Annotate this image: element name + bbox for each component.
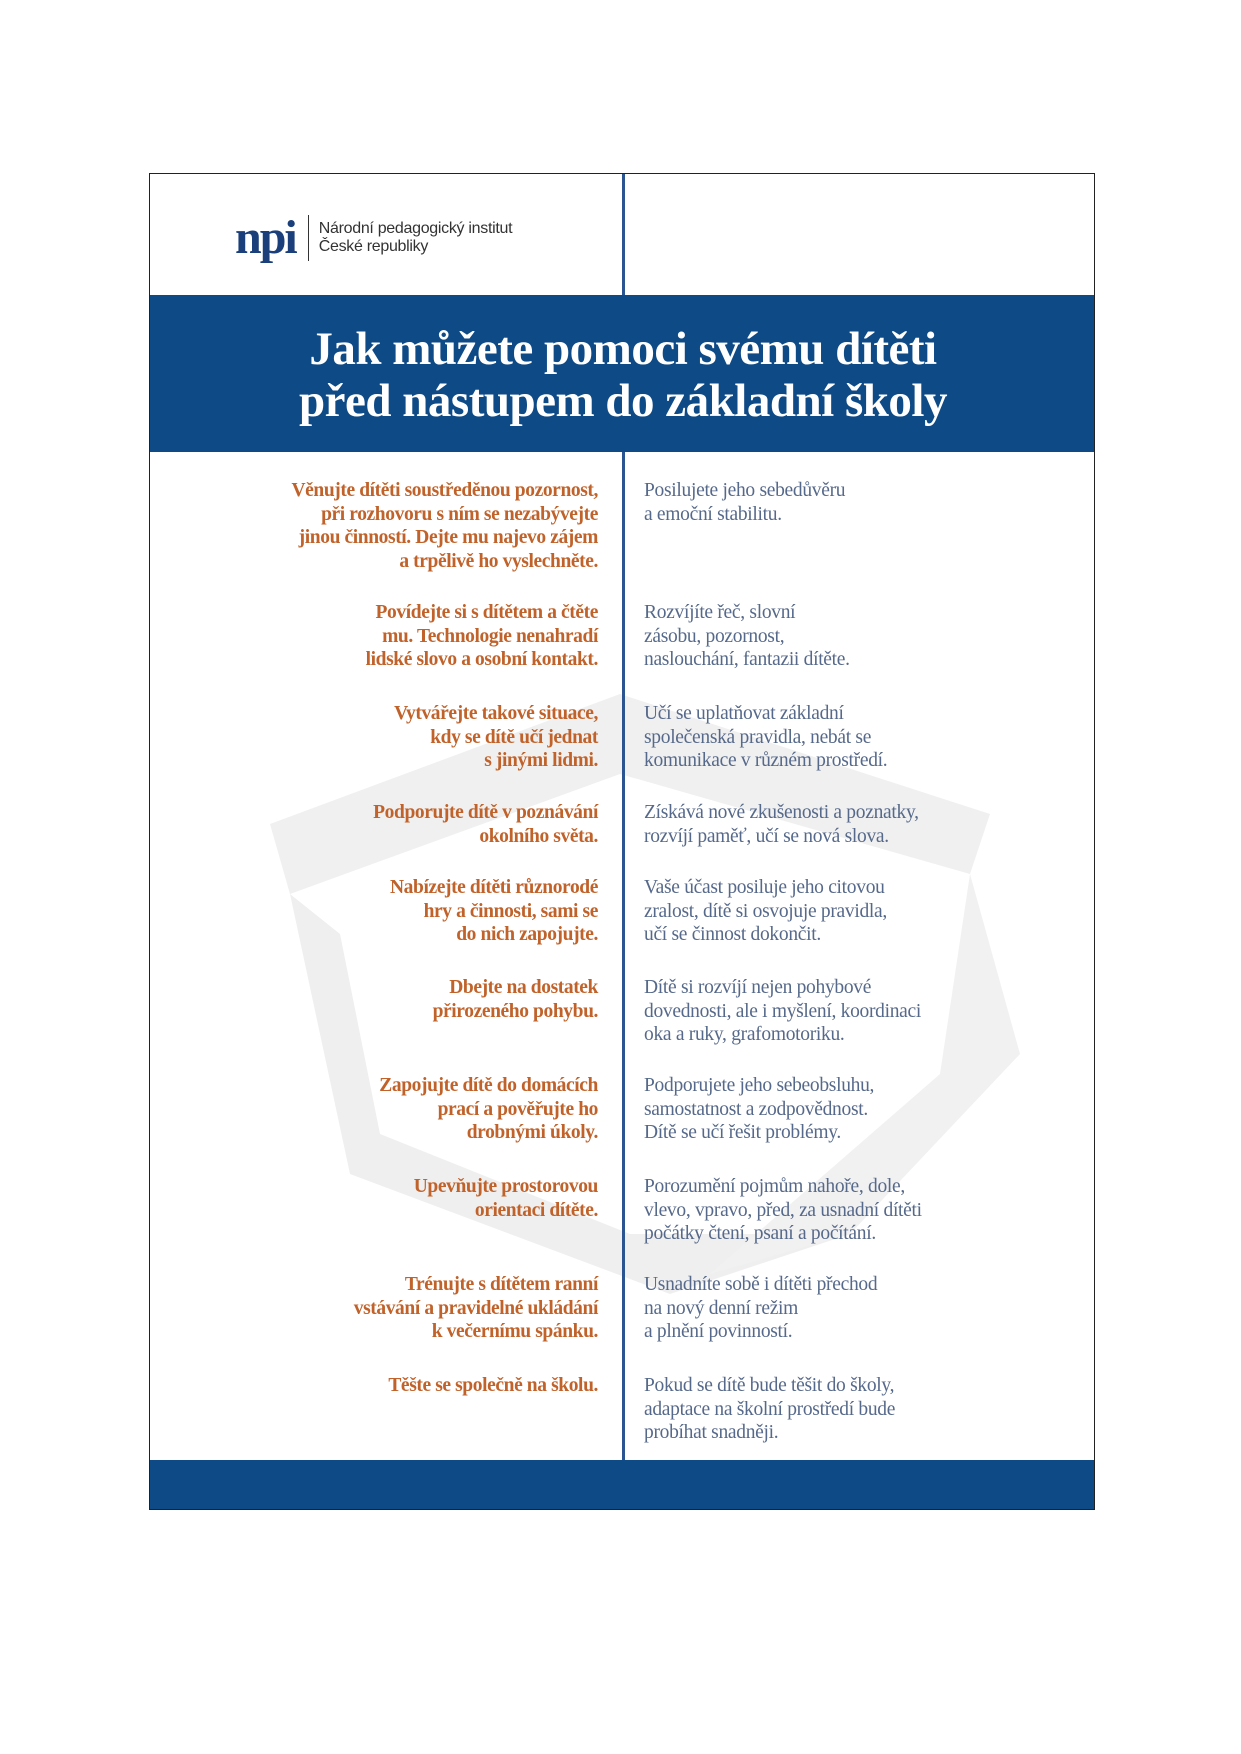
footer-band: [150, 1460, 1095, 1510]
advice-line: přirozeného pohybu.: [432, 1000, 598, 1022]
benefit-line: samostatnost a zodpovědnost.: [644, 1098, 868, 1120]
advice-line: do nich zapojujte.: [456, 924, 598, 945]
advice-line: Nabízejte dítěti různorodé: [389, 877, 598, 898]
advice-line: jinou činností. Dejte mu najevo zájem: [298, 527, 598, 548]
benefit-line: Posilujete jeho sebedůvěru: [644, 480, 846, 501]
benefit-line: Dítě se učí řešit problémy.: [644, 1122, 841, 1143]
npi-logo: [235, 211, 513, 264]
advice-text: [198, 702, 598, 773]
benefit-text: [644, 479, 1064, 526]
benefit-line: zralost, dítě si osvojuje pravidla,: [644, 900, 887, 922]
benefit-line: Získává nové zkušenosti a poznatky,: [644, 802, 919, 823]
benefit-text: [644, 1074, 1064, 1145]
advice-text: [198, 601, 598, 672]
benefit-line: Vaše účast posiluje jeho citovou: [644, 877, 885, 898]
benefit-text: [644, 876, 1064, 947]
benefit-line: zásobu, pozornost,: [644, 625, 785, 647]
benefit-line: Porozumění pojmům nahoře, dole,: [644, 1176, 905, 1197]
organization-name: [319, 220, 513, 256]
benefit-line: Dítě si rozvíjí nejen pohybové: [644, 977, 872, 998]
benefit-line: na nový denní režim: [644, 1297, 799, 1319]
benefit-line: rozvíjí paměť, učí se nová slova.: [644, 825, 889, 847]
advice-line: při rozhovoru s ním se nezabývejte: [321, 503, 598, 525]
advice-line: s jinými lidmi.: [484, 750, 598, 771]
advice-text: [198, 801, 598, 848]
organization-name-line2: České republiky: [318, 238, 429, 255]
benefit-line: a plnění povinností.: [644, 1321, 793, 1342]
advice-line: lidské slovo a osobní kontakt.: [365, 649, 598, 670]
advice-line: drobnými úkoly.: [466, 1122, 598, 1143]
benefit-line: Učí se uplatňovat základní: [644, 703, 844, 724]
leaflet-page: [149, 173, 1095, 1510]
advice-line: hry a činnosti, sami se: [423, 900, 598, 922]
advice-line: okolního světa.: [479, 825, 598, 847]
advice-line: kdy se dítě učí jednat: [430, 726, 598, 748]
npi-logo-mark: npi: [235, 211, 296, 264]
advice-line: Zapojujte dítě do domácích: [379, 1075, 598, 1096]
benefit-line: Rozvíjíte řeč, slovní: [644, 602, 796, 623]
advice-line: vstávání a pravidelné ukládání: [353, 1297, 598, 1319]
benefit-text: [644, 976, 1064, 1047]
advice-line: Povídejte si s dítětem a čtěte: [375, 602, 598, 623]
advice-text: [198, 1273, 598, 1344]
advice-line: prací a pověřujte ho: [437, 1098, 598, 1120]
advice-line: orientaci dítěte.: [474, 1199, 598, 1221]
page-title-line2: před nástupem do základní školy: [299, 375, 947, 427]
advice-text: [198, 1175, 598, 1222]
benefit-line: učí se činnost dokončit.: [644, 924, 821, 945]
advice-line: Těšte se společně na školu.: [388, 1375, 598, 1396]
benefit-line: Podporujete jeho sebeobsluhu,: [644, 1075, 875, 1096]
benefit-line: vlevo, vpravo, před, za usnadní dítěti: [644, 1199, 922, 1221]
benefit-text: [644, 801, 1064, 848]
benefit-line: Pokud se dítě bude těšit do školy,: [644, 1375, 895, 1396]
advice-line: k večernímu spánku.: [431, 1321, 598, 1342]
benefit-line: probíhat snadněji.: [644, 1422, 779, 1443]
page-title-line1: Jak můžete pomoci svému dítěti: [309, 323, 937, 375]
benefit-text: [644, 1175, 1064, 1246]
benefit-text: [644, 1374, 1064, 1445]
benefit-line: dovednosti, ale i myšlení, koordinaci: [644, 1000, 922, 1022]
advice-text: [198, 1374, 598, 1398]
advice-line: Věnujte dítěti soustředěnou pozornost,: [291, 480, 598, 501]
advice-line: Dbejte na dostatek: [449, 977, 598, 998]
benefit-line: adaptace na školní prostředí bude: [644, 1398, 896, 1420]
benefit-line: naslouchání, fantazii dítěte.: [644, 649, 850, 670]
advice-line: Vytvářejte takové situace,: [394, 703, 598, 724]
organization-name-line1: Národní pedagogický institut: [318, 220, 513, 237]
advice-line: Upevňujte prostorovou: [413, 1176, 598, 1197]
benefit-text: [644, 601, 1064, 672]
advice-line: Trénujte s dítětem ranní: [404, 1274, 598, 1295]
advice-line: a trpělivě ho vyslechněte.: [399, 550, 598, 572]
advice-text: [198, 1074, 598, 1145]
benefit-text: [644, 1273, 1064, 1344]
benefit-line: počátky čtení, psaní a počítání.: [644, 1223, 876, 1244]
benefit-line: komunikace v různém prostředí.: [644, 750, 888, 771]
benefit-line: a emoční stabilitu.: [644, 503, 782, 525]
benefit-line: oka a ruky, grafomotoriku.: [644, 1024, 845, 1045]
advice-line: mu. Technologie nenahradí: [382, 625, 598, 647]
logo-separator: [308, 215, 309, 261]
page-title: [150, 295, 1095, 427]
title-banner: [150, 295, 1095, 452]
advice-text: [198, 976, 598, 1023]
benefit-line: společenská pravidla, nebát se: [644, 726, 872, 748]
advice-text: [198, 876, 598, 947]
advice-line: Podporujte dítě v poznávání: [373, 802, 598, 823]
benefit-line: Usnadníte sobě i dítěti přechod: [644, 1274, 878, 1295]
advice-text: [198, 479, 598, 573]
benefit-text: [644, 702, 1064, 773]
